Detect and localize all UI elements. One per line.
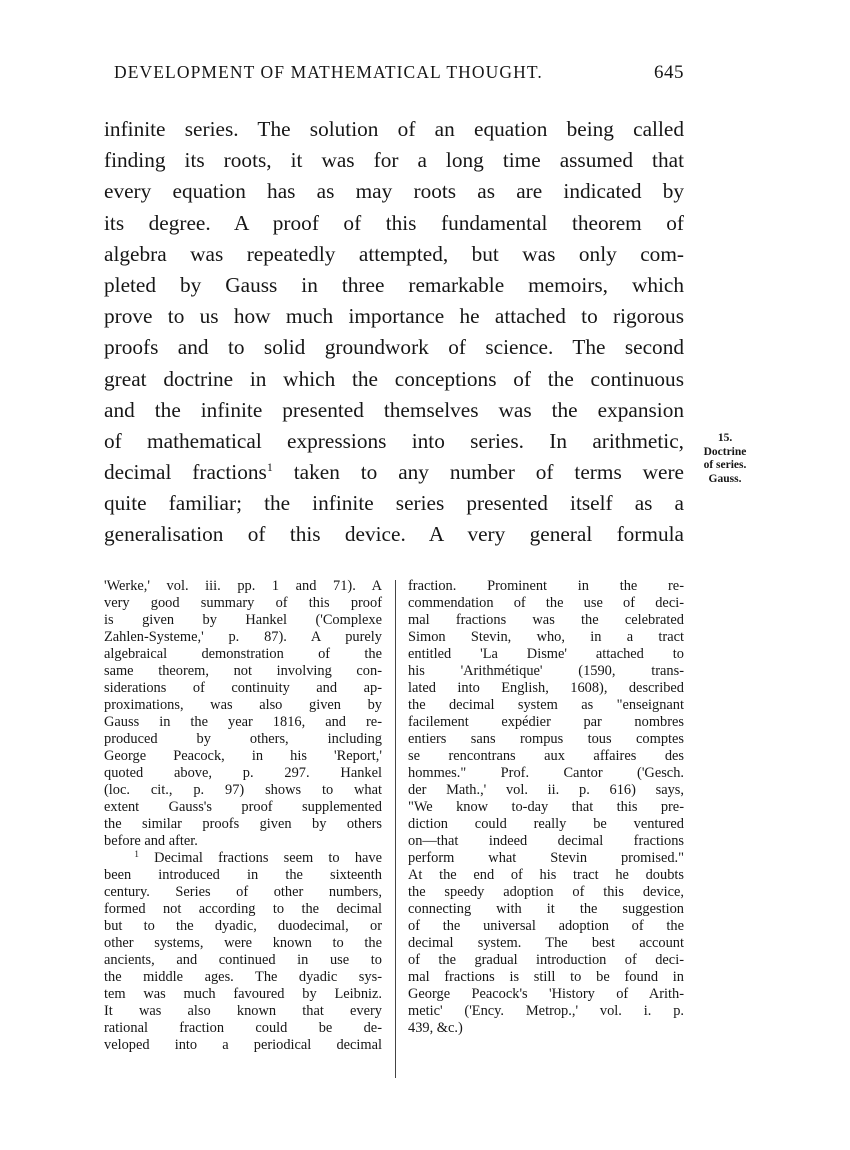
footnote-line: on—that indeed decimal fractions <box>408 833 684 849</box>
footnote-line: connecting with it the suggestion <box>408 901 684 917</box>
footnote-line: siderations of continuity and ap- <box>104 680 382 696</box>
main-line: and the infinite presented themselves was the expansion <box>104 397 684 422</box>
footnote-line: Zahlen-Systeme,' p. 87). A purely <box>104 629 382 645</box>
main-line-end: taken to any number of terms were <box>293 460 684 485</box>
main-line-start: decimal fractions <box>104 460 267 485</box>
footnote-line: George Peacock's 'History of Arith- <box>408 986 684 1002</box>
main-line-with-footnote-ref <box>104 457 684 488</box>
footnote-line: lated into English, 1608), described <box>408 680 684 696</box>
footnote-line: century. Series of other numbers, <box>104 884 382 900</box>
footnote-line: diction could really be ventured <box>408 816 684 832</box>
footnote-line: "We know to-day that this pre- <box>408 799 684 815</box>
footnote-line: mal fractions is still to be found in <box>408 969 684 985</box>
sidenote-name: Gauss. <box>708 472 742 485</box>
footnote-line: mal fractions was the celebrated <box>408 612 684 628</box>
main-line: every equation has as may roots as are indicated by <box>104 179 684 204</box>
footnote-line: produced by others, including <box>104 731 382 747</box>
main-line: algebra was repeatedly attempted, but was only com- <box>104 241 684 266</box>
footnote-line: of the gradual introduction of deci- <box>408 952 684 968</box>
footnote-line: George Peacock, in his 'Report,' <box>104 748 382 764</box>
footnote-line: se rencontrans aux affaires des <box>408 748 684 764</box>
footnote-line: tem was much favoured by Leibniz. <box>104 986 382 1002</box>
main-line: finding its roots, it was for a long time assumed that <box>104 148 684 173</box>
footnote-1-first-line <box>104 850 382 867</box>
footnote-line: hommes." Prof. Cantor ('Gesch. <box>408 765 684 781</box>
footnote-line: quoted above, p. 297. Hankel <box>104 765 382 781</box>
footnote-line: been introduced in the sixteenth <box>104 867 382 883</box>
main-line: infinite series. The solution of an equation being called <box>104 117 684 141</box>
footnote-line: commendation of the use of deci- <box>408 595 684 611</box>
main-line: generalisation of this device. A very general formula <box>104 522 684 547</box>
footnote-line: entitled 'La Disme' attached to <box>408 646 684 662</box>
footnote-line: other systems, were known to the <box>104 935 382 951</box>
main-text <box>104 114 684 551</box>
footnotes-right-column <box>408 578 684 1037</box>
footnote-line: decimal system. The best account <box>408 935 684 951</box>
footnote-line: It was also known that every <box>104 1003 382 1019</box>
page-number: 645 <box>654 62 684 83</box>
footnote-line: At the end of his tract he doubts <box>408 867 684 883</box>
footnote-1-marker: 1 <box>134 849 139 859</box>
margin-sidenote <box>692 432 758 486</box>
footnote-line: formed not according to the decimal <box>104 901 382 917</box>
footnote-line: rational fraction could be de- <box>104 1020 382 1036</box>
sidenote-title: Doctrine <box>703 445 747 458</box>
footnote-line: the speedy adoption of this device, <box>408 884 684 900</box>
footnote-line: facilement expédier par nombres <box>408 714 684 730</box>
footnote-line: entiers sans rompus tous comptes <box>408 731 684 747</box>
running-header <box>114 62 684 90</box>
footnote-reference: 1 <box>266 460 273 475</box>
column-divider <box>395 580 396 1078</box>
main-line: pleted by Gauss in three remarkable memoirs, which <box>104 272 684 297</box>
footnote-line: ancients, and continued in use to <box>104 952 382 968</box>
footnote-line: 439, &c.) <box>408 1020 463 1036</box>
main-line: proofs and to solid groundwork of science. The second <box>104 335 684 360</box>
footnote-line: before and after. <box>104 833 198 849</box>
main-line: of mathematical expressions into series. In arithmetic, <box>104 428 684 453</box>
sidenote-subtitle: of series. <box>703 459 747 471</box>
footnote-line: is given by Hankel ('Complexe <box>104 612 382 628</box>
footnote-line: the similar proofs given by others <box>104 816 382 832</box>
footnote-line: of the universal adoption of the <box>408 918 684 934</box>
sidenote-number: 15. <box>717 432 733 444</box>
main-line: great doctrine in which the conceptions of the continuous <box>104 366 684 391</box>
main-line: its degree. A proof of this fundamental theorem of <box>104 210 684 235</box>
footnote-line: the decimal system as "enseignant <box>408 697 684 713</box>
main-line: prove to us how much importance he attached to rigorous <box>104 304 684 329</box>
footnote-line: der Math.,' vol. ii. p. 616) says, <box>408 782 684 798</box>
footnote-line: 'Werke,' vol. iii. pp. 1 and 71). A <box>104 578 382 594</box>
footnote-line: Decimal fractions seem to have <box>154 850 382 866</box>
footnote-line: extent Gauss's proof supplemented <box>104 799 382 815</box>
footnote-line: very good summary of this proof <box>104 595 382 611</box>
footnote-line: Simon Stevin, who, in a tract <box>408 629 684 645</box>
footnote-line: same theorem, not involving con- <box>104 663 382 679</box>
footnote-line: proximations, was also given by <box>104 697 382 713</box>
footnote-line: but to the dyadic, duodecimal, or <box>104 918 382 934</box>
footnote-line: Gauss in the year 1816, and re- <box>104 714 382 730</box>
main-line: quite familiar; the infinite series presented itself as a <box>104 491 684 516</box>
footnote-line: metic' ('Ency. Metrop.,' vol. i. p. <box>408 1003 684 1019</box>
footnote-line: his 'Arithmétique' (1590, trans- <box>408 663 684 679</box>
footnote-line: perform what Stevin promised." <box>408 850 684 866</box>
footnotes-left-column <box>104 578 382 1054</box>
footnote-line: algebraical demonstration of the <box>104 646 382 662</box>
running-title: DEVELOPMENT OF MATHEMATICAL THOUGHT. <box>114 62 543 82</box>
footnote-line: fraction. Prominent in the re- <box>408 578 684 594</box>
footnote-line: veloped into a periodical decimal <box>104 1037 382 1053</box>
footnote-line: (loc. cit., p. 97) shows to what <box>104 782 382 798</box>
footnote-line: the middle ages. The dyadic sys- <box>104 969 382 985</box>
